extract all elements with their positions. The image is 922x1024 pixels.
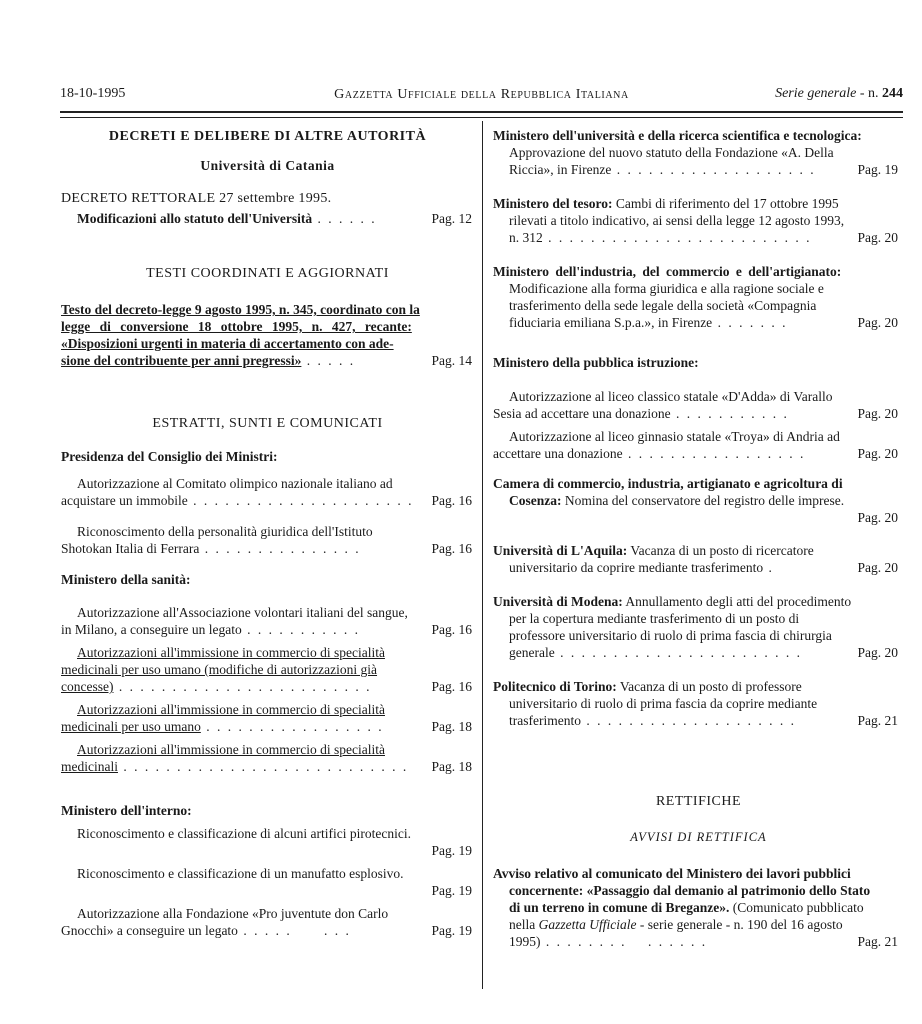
entry-text: acquistare un immobile	[61, 493, 188, 508]
page-ref: Pag. 21	[855, 712, 899, 729]
entry-line-1	[493, 593, 904, 610]
page-ref: Pag. 19	[431, 843, 472, 858]
entry-line-1: Avviso relativo al comunicato del Ministero dei lavori pubblici	[493, 866, 851, 881]
entry-line-2: per la copertura mediante trasferimento di un posto di	[509, 611, 800, 626]
ministry-sanita: Ministero della sanità:	[61, 572, 191, 587]
entry-line-1: Autorizzazione al liceo ginnasio statale «Troya» di Andria ad	[509, 429, 840, 444]
entry-text: Cambi di riferimento del 17 ottobre 1995	[615, 196, 839, 211]
toc-entry-camera-commercio	[493, 475, 904, 526]
testo-line-4-text: sione del contribuente per anni pregressi»	[61, 353, 302, 368]
page-header	[60, 86, 903, 108]
ministry-name: Ministero dell'università e della ricerca scientifica e tecnologica:	[493, 128, 862, 143]
header-rule-thin	[60, 117, 903, 118]
page-ref: Pag. 20	[855, 559, 899, 576]
page-ref: Pag. 12	[431, 211, 472, 226]
toc-entry-torino	[493, 678, 904, 729]
ministry-name: Ministero dell'industria, del commercio e dell'artigianato:	[493, 264, 842, 279]
entry-text: (Comunicato pubblicato	[732, 900, 864, 915]
entry-text: universitario da coprire mediante trasferimento	[509, 560, 764, 575]
entry-text: concesse)	[61, 679, 114, 694]
page-ref: Pag. 16	[429, 540, 473, 557]
column-divider	[482, 121, 483, 989]
entry-line-1: Autorizzazioni all'immissione in commercio di specialità	[77, 645, 385, 660]
entry-line-2: Shotokan Italia di Ferrara . . . . . . . . . . . . . . . Pag. 16	[61, 541, 472, 556]
issue-number: 244	[882, 86, 903, 101]
entry-text: Nomina del conservatore del registro delle imprese.	[564, 493, 845, 508]
ministry-presidenza: Presidenza del Consiglio dei Ministri:	[61, 449, 278, 464]
entry-text: Vacanza di un posto di professore	[619, 679, 802, 694]
toc-entry	[61, 825, 474, 859]
entry-line-1: Autorizzazioni all'immissione in commercio di specialità	[77, 742, 385, 757]
page-ref: Pag. 16	[429, 678, 473, 695]
left-column	[61, 121, 474, 939]
gazette-title: Gazzetta Ufficiale della Repubblica Italiana	[334, 87, 629, 102]
entry-line-3: concesse) . . . . . . . . . . . . . . . . . . . . . . . . Pag. 16	[61, 679, 472, 694]
entry-line-2: trasferimento della sede legale della società «Compagnia	[509, 298, 817, 313]
page-ref: Pag. 20	[857, 510, 898, 525]
entry-line-1: Approvazione del nuovo statuto della Fondazione «A. Della	[509, 145, 834, 160]
toc-entry-univ-ricerca	[493, 127, 904, 178]
entry-line-1: Autorizzazione al Comitato olimpico nazionale italiano ad	[77, 476, 393, 491]
toc-entry	[61, 523, 474, 557]
page-ref: Pag. 20	[855, 314, 899, 331]
entry-line-3	[493, 899, 904, 916]
entity-name: Università di L'Aquila:	[493, 543, 628, 558]
entry-line-4	[493, 916, 904, 933]
entry-text: 1995)	[509, 934, 541, 949]
entry-line-2: universitario di ruolo di prima fascia da coprire mediante	[509, 696, 818, 711]
ministry-istruzione: Ministero della pubblica istruzione:	[493, 355, 699, 370]
decreto-title: DECRETO RETTORALE 27 settembre 1995.	[61, 191, 332, 206]
page-ref: Pag. 18	[429, 758, 473, 775]
entry-line-1: Autorizzazione alla Fondazione «Pro juventute don Carlo	[77, 906, 389, 921]
entry-text: - serie generale - n. 190 del 16 agosto	[636, 917, 843, 932]
testo-line-1: Testo del decreto-legge 9 agosto 1995, n. 345, coordinato con la	[61, 302, 420, 317]
entry-line-4: generale . . . . . . . . . . . . . . . . . . . . . . . Pag. 20	[509, 645, 898, 660]
section-heading-testi: TESTI COORDINATI E AGGIORNATI	[146, 266, 389, 281]
toc-entry-modena	[493, 593, 904, 661]
ministry-name: Ministero del tesoro:	[493, 196, 613, 211]
entry-text: Annullamento degli atti del procedimento	[625, 594, 852, 609]
serie-label: Serie generale	[775, 86, 857, 101]
entry-line-2: universitario da coprire mediante trasferimento . Pag. 20	[509, 560, 898, 575]
testo-line-2: legge di conversione 18 ottobre 1995, n. 427, recante:	[61, 319, 412, 334]
entity-name: Politecnico di Torino:	[493, 679, 617, 694]
entry-text: generale	[509, 645, 555, 660]
entry-text: Sesia ad accettare una donazione	[493, 406, 671, 421]
entry-line-1: Riconoscimento e classificazione di alcuni artifici pirotecnici.	[77, 826, 411, 841]
page-ref: Pag. 21	[855, 933, 899, 950]
serie-separator: - n.	[856, 86, 882, 101]
entry-text: medicinali	[61, 759, 118, 774]
header-rule-thick	[60, 111, 903, 113]
page-ref: Pag. 16	[429, 492, 473, 509]
entry-line-3: professore universitario di ruolo di prima fascia di chirurgia	[509, 628, 832, 643]
section-heading-rettifiche: RETTIFICHE	[655, 794, 742, 809]
entry-line-5: 1995) . . . . . . . . . . . . . . Pag. 21	[509, 934, 898, 949]
toc-entry	[61, 905, 474, 939]
toc-entry	[493, 428, 904, 462]
toc-entry-decreto: Modificazioni allo statuto dell'Università . . . . . . Pag. 12	[77, 211, 472, 226]
entry-line-2: medicinali per uso umano . . . . . . . . . . . . . . . . . Pag. 18	[61, 719, 472, 734]
toc-entry	[61, 644, 474, 695]
entity-name: Cosenza:	[509, 493, 562, 508]
toc-entry	[61, 604, 474, 638]
toc-entry	[493, 388, 904, 422]
testo-line-3: «Disposizioni urgenti in materia di accertamento con ade-	[61, 336, 394, 351]
toc-entry-testo	[61, 301, 474, 369]
section-heading-decreti: DECRETI E DELIBERE DI ALTRE AUTORITÀ	[108, 129, 427, 144]
page-ref: Pag. 20	[855, 644, 899, 661]
serie-info	[775, 86, 903, 102]
testo-line-4: sione del contribuente per anni pregressi» . . . . . Pag. 14	[61, 353, 472, 368]
page-ref: Pag. 19	[431, 883, 472, 898]
entry-line-1	[493, 195, 904, 212]
entry-line-1: Autorizzazione all'Associazione volontari italiani del sangue,	[77, 605, 408, 620]
toc-entry-text: Modificazioni allo statuto dell'Università	[77, 211, 313, 226]
entry-line-2: Gnocchi» a conseguire un legato . . . . . . . . Pag. 19	[61, 923, 472, 938]
page-ref: Pag. 18	[429, 718, 473, 735]
right-column	[493, 121, 904, 950]
toc-entry-avviso	[493, 865, 904, 950]
entry-line-2: rilevati a titolo indicativo, ai sensi della legge 12 agosto 1993,	[509, 213, 845, 228]
entry-text: Riccia», in Firenze	[509, 162, 612, 177]
entry-line-2: concernente: «Passaggio dal demanio al patrimonio dello Stato	[509, 883, 871, 898]
entry-text: medicinali per uso umano	[61, 719, 201, 734]
page-ref: Pag. 19	[855, 161, 899, 178]
toc-entry	[61, 741, 474, 775]
toc-entry	[61, 701, 474, 735]
entry-text: in Milano, a conseguire un legato	[61, 622, 242, 637]
entity-name: Università di Modena:	[493, 594, 623, 609]
entry-line-2: in Milano, a conseguire un legato . . . . . . . . . . . Pag. 16	[61, 622, 472, 637]
entry-line-1: Autorizzazione al liceo classico statale «D'Adda» di Varallo	[509, 389, 833, 404]
entry-text: Shotokan Italia di Ferrara	[61, 541, 200, 556]
subheading-uni-catania: Università di Catania	[200, 158, 335, 173]
entry-text: nella	[509, 917, 539, 932]
toc-entry-tesoro	[493, 195, 904, 246]
entry-line-3: trasferimento . . . . . . . . . . . . . . . . . . . . Pag. 21	[509, 713, 898, 728]
section-heading-estratti: ESTRATTI, SUNTI E COMUNICATI	[152, 416, 383, 431]
entry-line-2: medicinali . . . . . . . . . . . . . . . . . . . . . . . . . . . Pag. 18	[61, 759, 472, 774]
entry-line-1: Autorizzazioni all'immissione in commercio di specialità	[77, 702, 385, 717]
entry-text: n. 312	[509, 230, 543, 245]
page-ref: Pag. 16	[429, 621, 473, 638]
entry-line-2: acquistare un immobile . . . . . . . . . . . . . . . . . . . . . Pag. 16	[61, 493, 472, 508]
entry-line-1: Riconoscimento e classificazione di un manufatto esplosivo.	[77, 866, 404, 881]
entry-text: trasferimento	[509, 713, 581, 728]
subheading-avvisi: AVVISI DI RETTIFICA	[630, 830, 767, 844]
page-ref: Pag. 20	[855, 229, 899, 246]
toc-entry	[61, 865, 474, 899]
toc-entry-industria	[493, 263, 904, 331]
toc-entry-aquila	[493, 542, 904, 576]
gazzetta-name: Gazzetta Ufficiale	[538, 917, 637, 932]
entry-text: fiduciaria emiliana S.p.a.», in Firenze	[509, 315, 713, 330]
toc-entry	[61, 475, 474, 509]
ministry-interno: Ministero dell'interno:	[61, 803, 192, 818]
entry-line-3: fiduciaria emiliana S.p.a.», in Firenze . . . . . . . Pag. 20	[509, 315, 898, 330]
entry-text: Gnocchi» a conseguire un legato	[61, 923, 238, 938]
page-ref: Pag. 20	[855, 405, 899, 422]
entry-line-1	[493, 678, 904, 695]
entry-line-1	[493, 542, 904, 559]
entry-text: Vacanza di un posto di ricercatore	[630, 543, 814, 558]
issue-date: 18-10-1995	[60, 86, 126, 101]
entry-line-1: Riconoscimento della personalità giuridica dell'Istituto	[77, 524, 373, 539]
entry-line-2: Riccia», in Firenze . . . . . . . . . . . . . . . . . . . Pag. 19	[509, 162, 898, 177]
entry-line-2: medicinali per uso umano (modifiche di autorizzazioni già	[61, 662, 378, 677]
entry-line-2: Sesia ad accettare una donazione . . . . . . . . . . . Pag. 20	[493, 406, 898, 421]
entry-line-1: Camera di commercio, industria, artigianato e agricoltura di	[493, 476, 843, 491]
page-ref: Pag. 14	[431, 353, 472, 368]
entry-line-2: accettare una donazione . . . . . . . . . . . . . . . . . Pag. 20	[493, 446, 898, 461]
entry-text: accettare una donazione	[493, 446, 623, 461]
page-ref: Pag. 20	[855, 445, 899, 462]
entry-text-bold: di un terreno in comune di Breganze».	[509, 900, 730, 915]
entry-line-1: Modificazione alla forma giuridica e alla ragione sociale e	[509, 281, 824, 296]
page-ref: Pag. 19	[429, 922, 473, 939]
entry-line-3: n. 312 . . . . . . . . . . . . . . . . . . . . . . . . . Pag. 20	[509, 230, 898, 245]
entry-line-2	[493, 492, 904, 509]
